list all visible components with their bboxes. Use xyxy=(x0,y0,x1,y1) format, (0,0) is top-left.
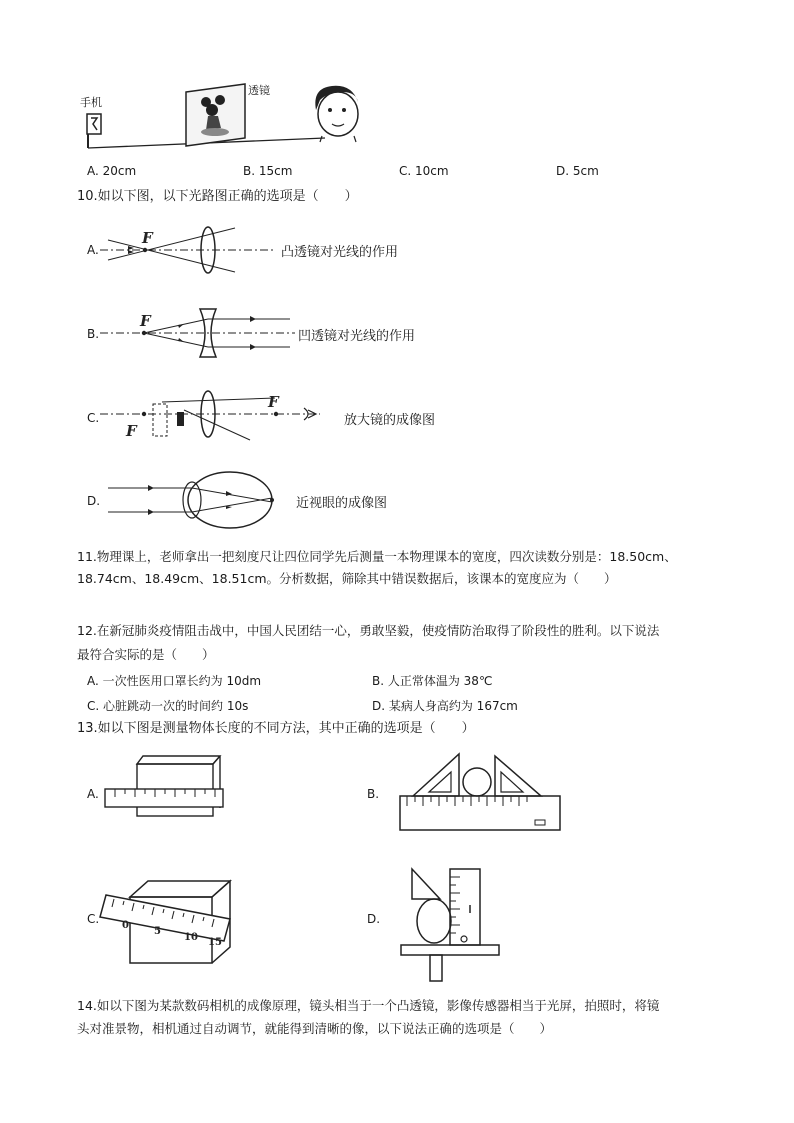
q13-option-c-letter[interactable]: C. xyxy=(87,912,100,926)
q9-scene-drawing xyxy=(80,80,380,155)
focus-label: F xyxy=(142,229,153,247)
q10-option-a-caption: 凸透镜对光线的作用 xyxy=(281,245,399,260)
q10-stem: 10.如以下图，以下光路图正确的选项是（ ） xyxy=(77,189,358,204)
q13-stem: 13.如以下图是测量物体长度的不同方法，其中正确的选项是（ ） xyxy=(77,721,475,736)
phone-label: 手机 xyxy=(80,96,102,109)
q13-option-b-letter[interactable]: B. xyxy=(367,787,380,801)
q13-measure-d xyxy=(398,865,508,983)
q10-option-c-caption: 放大镜的成像图 xyxy=(344,413,436,428)
q10-option-c-letter[interactable]: C. xyxy=(87,411,100,425)
q10-option-d-letter[interactable]: D. xyxy=(87,494,101,508)
q14-line2: 头对准景物，相机通过自动调节，就能得到清晰的像，以下说法正确的选项是（ ） xyxy=(77,1021,553,1036)
ruler-tick-label: 5 xyxy=(154,926,161,937)
q11-line2: 18.74cm、18.49cm、18.51cm。分析数据，筛除其中错误数据后，该课本的宽度应为（ ） xyxy=(77,571,617,586)
q10-concave-lens-diagram xyxy=(100,305,300,365)
q9-option-a[interactable]: A. 20cm xyxy=(87,164,137,178)
q13-option-d-letter[interactable]: D. xyxy=(367,912,381,926)
q13-measure-a xyxy=(105,756,235,831)
q13-option-a-letter[interactable]: A. xyxy=(87,787,99,801)
q10-option-d-caption: 近视眼的成像图 xyxy=(296,496,388,511)
ruler-tick-label: 10 xyxy=(184,932,198,943)
q10-option-a-letter[interactable]: A. xyxy=(87,243,99,257)
q9-option-b[interactable]: B. 15cm xyxy=(243,164,293,178)
ruler-tick-label: 15 xyxy=(208,937,222,948)
q10-magnifier-diagram xyxy=(100,390,340,450)
q13-measure-c xyxy=(100,877,235,967)
q12-option-c[interactable]: C. 心脏跳动一次的时间约 10s xyxy=(87,699,249,713)
focus-label: F xyxy=(268,393,279,411)
q9-option-d[interactable]: D. 5cm xyxy=(556,164,599,178)
q10-option-b-letter[interactable]: B. xyxy=(87,327,100,341)
q9-option-c[interactable]: C. 10cm xyxy=(399,164,449,178)
q14-line1: 14.如以下图为某款数码相机的成像原理，镜头相当于一个凸透镜，影像传感器相当于光屏，拍照时，将镜 xyxy=(77,998,660,1013)
focus-label: F xyxy=(140,312,151,330)
q12-option-a[interactable]: A. 一次性医用口罩长约为 10dm xyxy=(87,674,262,688)
q10-convex-lens-diagram xyxy=(100,222,300,282)
q9-figure xyxy=(80,80,380,155)
q13-measure-b xyxy=(395,752,565,832)
q12-option-b[interactable]: B. 人正常体温为 38℃ xyxy=(372,674,493,688)
focus-label: F xyxy=(126,422,137,440)
q12-line2: 最符合实际的是（ ） xyxy=(77,647,215,662)
ruler-tick-label: 0 xyxy=(122,920,129,931)
q11-line1: 11.物理课上，老师拿出一把刻度尺让四位同学先后测量一本物理课本的宽度，四次读数分别是：18.50cm、 xyxy=(77,549,677,564)
q12-option-d[interactable]: D. 某病人身高约为 167cm xyxy=(372,699,518,713)
q12-line1: 12.在新冠肺炎疫情阻击战中，中国人民团结一心，勇敢坚毅，使疫情防治取得了阶段性的胜利。以下说法 xyxy=(77,623,660,638)
q10-option-b-caption: 凹透镜对光线的作用 xyxy=(298,329,416,344)
q10-eye-diagram xyxy=(100,470,300,540)
lens-label: 透镜 xyxy=(248,84,270,97)
